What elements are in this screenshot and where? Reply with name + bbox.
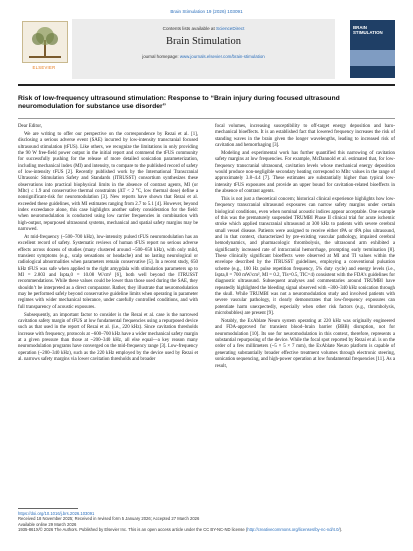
journal-cover-thumbnail — [350, 20, 395, 78]
journal-info-box — [72, 19, 335, 79]
license-line — [18, 527, 395, 532]
contents-line — [72, 26, 335, 31]
paragraph: focal volumes, increasing susceptibility to off-target energy deposition and baro-mechanical bioeffects. It is an established fact that lowered frequency increases the risk of standing waves in the brain given the longer wavelengths, leading to increased risk of cavitation and hemorrhaging [3]. — [215, 124, 395, 149]
history-line: Received 18 November 2025; Received in revised form 5 January 2026; Accepted 27 March 2026 — [18, 516, 200, 522]
sciencedirect-link[interactable]: ScienceDirect — [216, 26, 245, 31]
elsevier-tree-icon — [22, 21, 68, 63]
paragraph: At mid-frequency (~500–700 kHz), low-intensity pulsed tFUS neuromodulation has an excellent record of safety. Systematic reviews of human tFUS report no serious adverse effects across dozens of studies (many clustered around ~500–650 kHz), with only mild, transient symptoms (e.g., scalp sensations or headache) and no lasting neurological or radiological abnormalities when parameters remain conservative [5]. In a recent study, 650 kHz tFUS was safe when applied to the right amygdala with stimulation parameters up to MI = 2.803 and Ispta,0 = 10.08 W/cm² [6], both well beyond the ITRUSST recommendations. While these values could be lower than those used during the SAE, they shouldn’t be interpreted as a direct comparator. Rather, they illustrate that neuromodulation may be performed safely beyond conservative guideline limits when operating in parameter regimes with wider mechanical tolerance, under carefully controlled conditions, and with full transparency of acoustic exposures. — [18, 235, 198, 310]
contents-prefix: Contents lists available at — [162, 26, 217, 31]
license-suffix: ). — [339, 526, 343, 532]
homepage-prefix: journal homepage: — [142, 54, 180, 59]
paragraph: Modeling and experimental work has further quantified this narrowing of cavitation safety margins at low frequencies. For example, McDannold et al. estimated that, for low-frequency transcranial ultrasound, cavitation levels whose mechanical energy deposition would produce non-negligible secondary heating correspond to MItc values in the range of approximately 3.8–4.4 [7]. These estimates are substantially higher than typical low-intensity tFUS exposures and provide an upper bound for cavitation-related bioeffects in the absence of contrast agents. — [215, 150, 395, 195]
salutation: Dear Editor, — [18, 124, 42, 129]
paragraph: Subsequently, an important factor to consider is the Rezai et al. case is the narrowed cavitation safety margin of tFUS at low fundamental frequencies using a repurposed device such as that used in the report of Rezai et al. (i.e., 220 kHz). Since cavitation thresholds increase with frequency, protocols at ~600–700 kHz have a wider mechanical safety margin at a given pressure than those at ~200–340 kHz, all else equal—a key reason many neuromodulation programs have converged on the mid-frequency range [3]. Low-frequency operation (~200–340 kHz), such as the 220 kHz employed by the device used by Rezai et al. narrows safety margins via lower cavitation thresholds and broader — [18, 312, 198, 363]
footnotes — [18, 511, 395, 532]
available-line: Available online 29 March 2026 — [18, 521, 77, 527]
right-column — [215, 124, 395, 371]
article-title: Risk of low-frequency ultrasound stimulation: Response to “Brain injury during focused ultrasound neuromodulation for substance use disorder” — [18, 95, 340, 111]
footnote-rule — [18, 508, 78, 509]
left-column — [18, 124, 198, 365]
doi-link[interactable]: https://doi.org/10.1016/j.brs.2026.103091 — [18, 511, 95, 516]
publisher-logo-text: ELSEVIER — [32, 65, 56, 70]
elsevier-logo — [18, 21, 70, 77]
cover-band — [350, 50, 395, 66]
homepage-link[interactable]: www.journals.elsevier.com/brain-stimulation — [179, 54, 265, 59]
header-rule — [18, 84, 395, 86]
cover-title: BRAIN STIMULATION — [353, 25, 383, 35]
license-link[interactable]: http://creativecommons.org/licenses/by-nc-nd/4.0/ — [247, 526, 340, 532]
homepage-line — [72, 54, 335, 59]
license-prefix: 1935-861X/© 2026 The Authors. Published by Elsevier Inc. This is an open access article under the CC BY-NC-ND license ( — [18, 526, 248, 532]
paragraph: This is not just a theoretical concern; historical clinical experience highlights how low-frequency transcranial ultrasound exposures can narrow safety margins under certain biological conditions, even when nominal acoustic indices appear acceptable. One example of this was the prematurely suspended TRUMBI Phase II clinical trial for acute ischemic stroke which applied transcranial ultrasound at 300 kHz to patients with severe cerebral small vessel disease. Patients were assigned to receive either tPA or tPA plus ultrasound, and in that context, characterized by pre-existing vascular pathology, impaired cerebral hemodynamics, and pharmacologic thrombolysis, the ultrasound arm exhibited a significantly increased rate of intracranial hemorrhage, prompting early termination [8]. These clinically significant bioeffects were observed at MI and TI values within the envelope described by the ITRUSST guidelines, employing a conventional pulsation scheme (e.g., 100 Hz pulse repetition frequency, 5% duty cycle) and energy levels (i.e., Ispta,0 = 700 mW/cm², MI = 0.2, TIs=0.5, TIC=4) consistent with the FDA’s guidelines for diagnostic ultrasound. Subsequent analyses and commentaries around TRUMBI have repeatedly highlighted the bleeding signal observed with ~300–340 kHz sonication through the skull. While TRUMBI was not a neuromodulation study and involved patients with severe vascular pathology, it clearly demonstrates that low-frequency exposures can potentiate harm unexpectedly, especially when other risk factors (e.g., thrombolysis, microbubbles) are present [9]. — [215, 196, 395, 317]
journal-title: Brain Stimulation — [166, 36, 241, 47]
paragraph: We are writing to offer our perspective on the correspondence by Rezai et al. [1], disclosing a serious adverse event (SAE) incurred by low-intensity transcranial focused ultrasound stimulation (tFUS). Like others, we recognize the limitations in only providing the 90 W free-field power output in the initial report and commend the tFUS community for successfully pushing for the release of more detailed sonication parameterization, including mechanical index (MI) and intensity, to compare to the published record of safety of low-intensity tFUS [2]. Recently published work by the International Transcranial Ultrasonic Stimulation Safety and Standards (ITRUSST) consortium synthesizes these observations into practical biophysical limits in the absence of contrast agents, MI (or MItc) ≤ 1.9 and conservative thermal constraints (ΔT < 2 °C, low thermal dose) define a nonsignificant-risk for neuromodulation [3]. New reports have shown that Rezai et al. exceeded these guidelines, with MI estimates ranging from 2.7 to 5.1 [4]. However, beyond index exceedance alone, this case highlights another safety consideration for the field: when neuromodulation is conducted using low carrier frequencies in combination with high-output, repurposed ultrasound systems, mechanical and spatial safety margins may be narrowed. — [18, 131, 198, 233]
journal-reference: Brain Stimulation 19 (2026) 103091 — [170, 9, 243, 14]
paragraph: Notably, the ExAblate Neuro system operating at 220 kHz was originally engineered and FDA-approved for transient blood–brain barrier (BBB) disruption, not for neuromodulation [10]. Its use for neuromodulation in this context, therefore, represents a substantial repurposing of the device. While the focal spot reported by Rezai et al. is on the order of a few millimeters (~5 × 5 × 7 mm), the ExAblate Neuro platform is capable of generating substantially broader effective treatment volumes through electronic steering, sonication sequencing, and high-power operation at low fundamental frequencies [11]. As a result, — [215, 319, 395, 369]
journal-header — [18, 19, 395, 87]
title-rule — [18, 118, 395, 119]
